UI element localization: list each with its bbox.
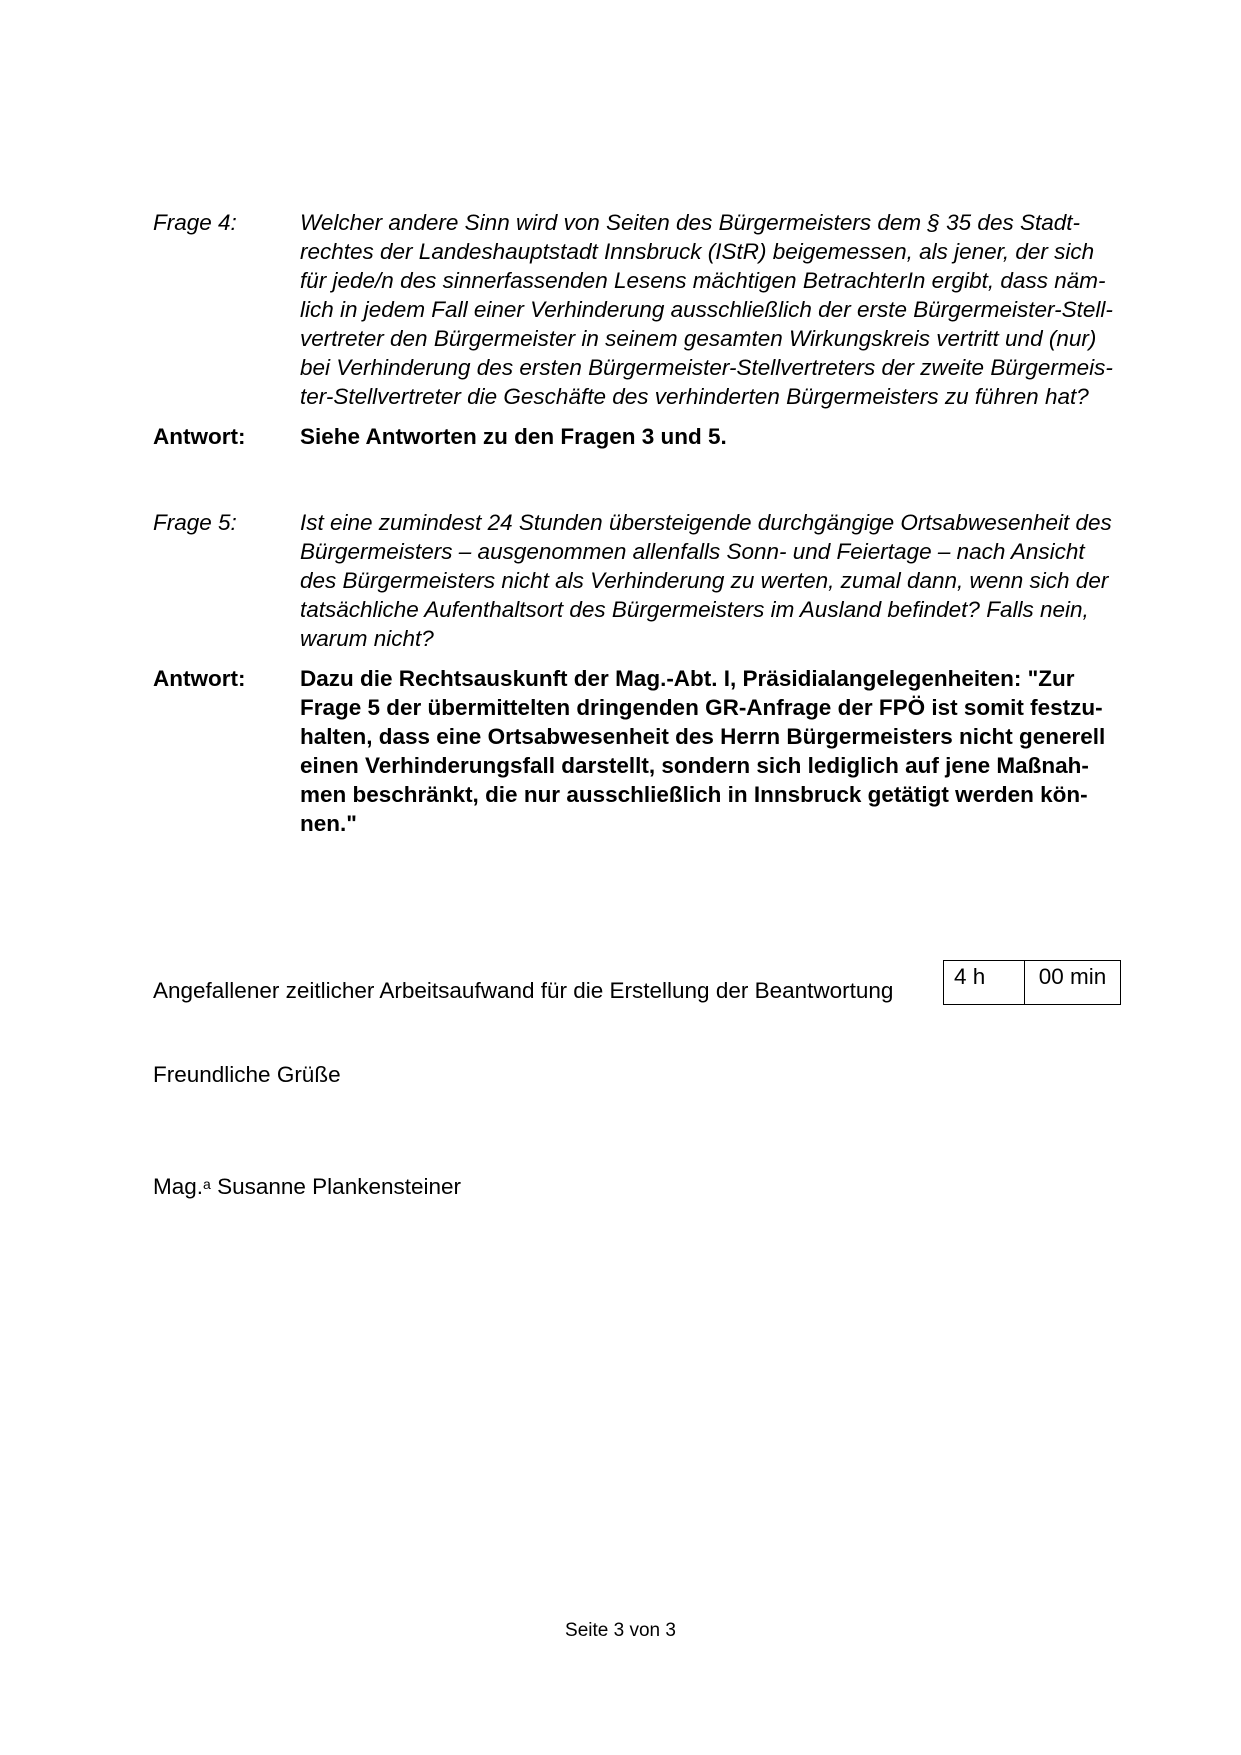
text-line: des Bürgermeisters nicht als Verhinderung zu werten, zumal dann, wenn sich der	[300, 568, 1109, 593]
answer-4-label: Antwort:	[153, 424, 246, 449]
effort-table	[943, 960, 1121, 1005]
text-line: Welcher andere Sinn wird von Seiten des Bürgermeisters dem § 35 des Stadt-	[300, 210, 1080, 235]
answer-5-row	[153, 664, 1143, 838]
answer-5-text	[300, 664, 1143, 838]
text-line: vertreter den Bürgermeister in seinem gesamten Wirkungskreis vertritt und (nur)	[300, 326, 1097, 351]
signature	[153, 1172, 461, 1201]
signature-title: Mag.	[153, 1174, 204, 1199]
text-line: Siehe Antworten zu den Fragen 3 und 5.	[300, 424, 727, 449]
answer-4-text	[300, 422, 1143, 451]
signature-title-superscript: a	[203, 1176, 211, 1192]
text-line: men beschränkt, die nur ausschließlich in Innsbruck getätigt werden kön-	[300, 782, 1088, 807]
answer-4-row	[153, 422, 1143, 451]
question-5-label: Frage 5:	[153, 510, 237, 535]
question-5-text	[300, 508, 1143, 653]
signature-name: Susanne Plankensteiner	[217, 1174, 462, 1199]
text-line: rechtes der Landeshauptstadt Innsbruck (IStR) beigemessen, als jener, der sich	[300, 239, 1095, 264]
question-5-row	[153, 508, 1143, 653]
text-line: nen."	[300, 811, 357, 836]
text-line: bei Verhinderung des ersten Bürgermeister-Stellvertreters der zweite Bürgermeis-	[300, 355, 1113, 380]
text-line: warum nicht?	[300, 626, 434, 651]
text-line: halten, dass eine Ortsabwesenheit des Herrn Bürgermeisters nicht generell	[300, 724, 1106, 749]
text-line: ter-Stellvertreter die Geschäfte des verhinderten Bürgermeisters zu führen hat?	[300, 384, 1089, 409]
greeting: Freundliche Grüße	[153, 1062, 341, 1087]
question-5-block	[153, 508, 1143, 838]
text-line: Frage 5 der übermittelten dringenden GR-Anfrage der FPÖ ist somit festzu-	[300, 695, 1103, 720]
text-line: Bürgermeisters – ausgenommen allenfalls Sonn- und Feiertage – nach Ansicht	[300, 539, 1085, 564]
question-4-block	[153, 208, 1143, 451]
question-4-text	[300, 208, 1143, 411]
page-number: Seite 3 von 3	[565, 1620, 676, 1641]
question-4-row	[153, 208, 1143, 411]
effort-hours: 4 h	[944, 961, 1025, 1005]
text-line: für jede/n des sinnerfassenden Lesens mächtigen BetrachterIn ergibt, dass näm-	[300, 268, 1106, 293]
effort-table-row	[944, 961, 1121, 1005]
effort-label: Angefallener zeitlicher Arbeitsaufwand für die Erstellung der Beantwortung	[153, 978, 894, 1003]
answer-5-label: Antwort:	[153, 666, 246, 691]
text-line: Ist eine zumindest 24 Stunden übersteigende durchgängige Ortsabwesenheit des	[300, 510, 1112, 535]
text-line: tatsächliche Aufenthaltsort des Bürgermeisters im Ausland befindet? Falls nein,	[300, 597, 1089, 622]
effort-minutes: 00 min	[1025, 961, 1121, 1005]
text-line: einen Verhinderungsfall darstellt, sondern sich lediglich auf jene Maßnah-	[300, 753, 1089, 778]
question-4-label: Frage 4:	[153, 210, 237, 235]
text-line: Dazu die Rechtsauskunft der Mag.-Abt. I, Präsidialangelegenheiten: "Zur	[300, 666, 1075, 691]
text-line: lich in jedem Fall einer Verhinderung ausschließlich der erste Bürgermeister-Stell-	[300, 297, 1113, 322]
